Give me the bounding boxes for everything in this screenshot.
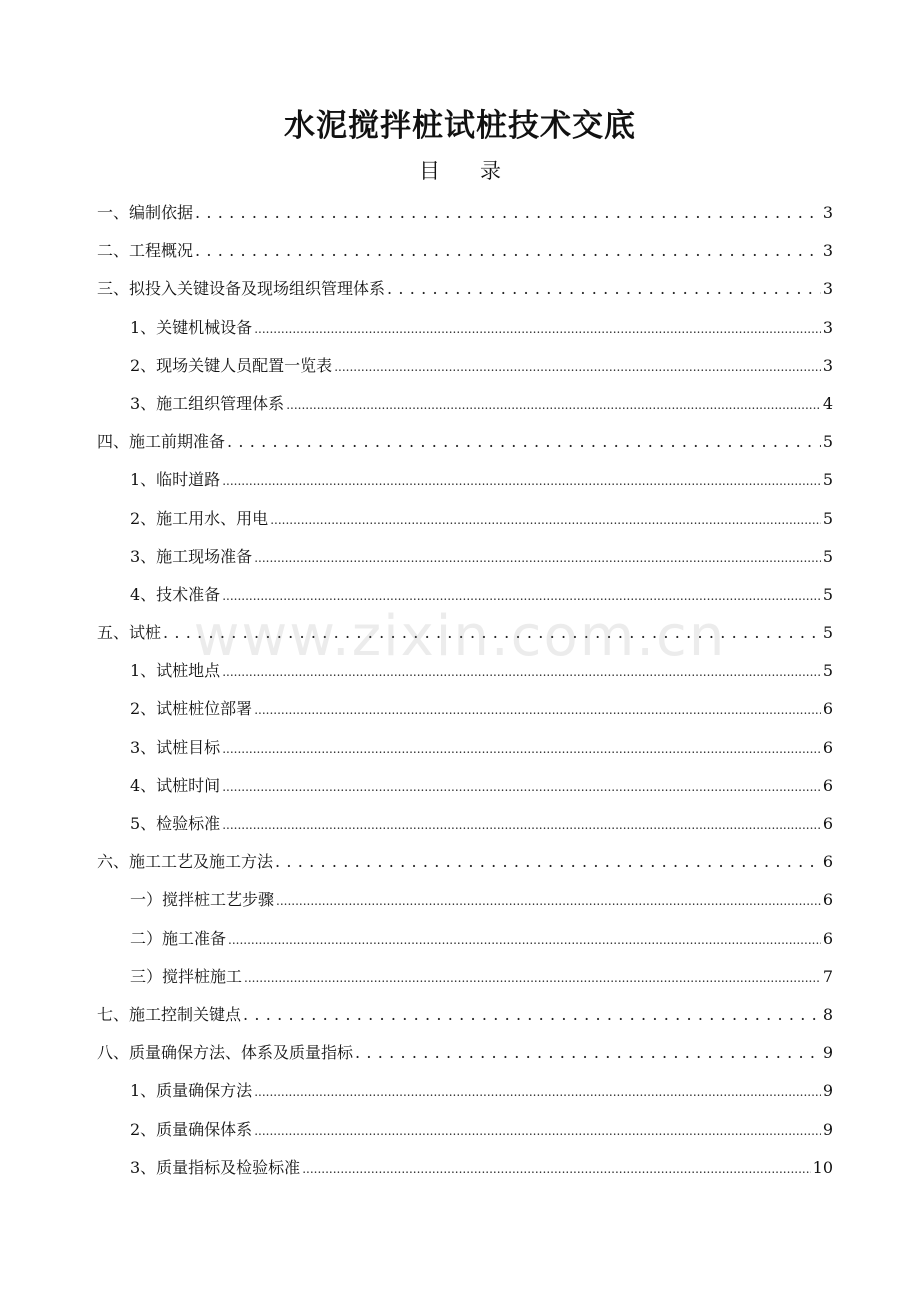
toc-entry-page-number: 3: [822, 203, 833, 222]
toc-entry[interactable]: [97, 538, 833, 576]
toc-leader-dots: [195, 232, 821, 270]
toc-entry[interactable]: [97, 576, 833, 614]
toc-entry-label: 1、质量确保方法: [130, 1081, 253, 1101]
toc-entry-label: 2、现场关键人员配置一览表: [130, 355, 333, 375]
toc-entry-page-number: 3: [822, 317, 833, 337]
toc-entry[interactable]: [97, 690, 833, 728]
toc-entry[interactable]: [97, 1072, 833, 1110]
toc-entry-label: 三、拟投入关键设备及现场组织管理体系: [97, 279, 386, 299]
toc-entry-page-number: 5: [822, 584, 833, 604]
toc-entry-page-number: 3: [822, 355, 833, 375]
toc-leader-dots: [387, 270, 821, 308]
toc-leader-dots: [254, 309, 821, 348]
toc-leader-dots: [275, 843, 821, 881]
toc-entry-label: 3、施工组织管理体系: [130, 393, 285, 413]
toc-entry-label: 1、关键机械设备: [130, 317, 253, 337]
toc-entry-page-number: 5: [822, 470, 833, 490]
toc-leader-dots: [254, 1111, 821, 1150]
toc-entry-label: 三）搅拌桩施工: [130, 966, 243, 986]
toc-entry[interactable]: [97, 500, 833, 538]
toc-entry-page-number: 3: [822, 241, 833, 261]
toc-entry-label: 一、编制依据: [97, 203, 194, 222]
toc-entry-page-number: 5: [822, 508, 833, 528]
toc-leader-dots: [276, 881, 821, 920]
toc-entry[interactable]: [97, 309, 833, 347]
toc-leader-dots: [254, 690, 821, 729]
toc-leader-dots: [228, 920, 821, 959]
toc-entry-label: 5、检验标准: [130, 814, 221, 833]
toc-entry-page-number: 3: [822, 279, 833, 299]
toc-leader-dots: [163, 614, 821, 652]
toc-leader-dots: [222, 461, 821, 500]
toc-leader-dots: [243, 996, 821, 1034]
toc-leader-dots: [222, 652, 821, 691]
toc-entry[interactable]: [97, 614, 833, 652]
toc-leader-dots: [222, 805, 821, 844]
toc-entry-label: 一）搅拌桩工艺步骤: [130, 890, 275, 910]
toc-entry[interactable]: [97, 920, 833, 958]
toc-entry-label: 七、施工控制关键点: [97, 1004, 242, 1024]
toc-entry[interactable]: [97, 270, 833, 308]
toc-leader-dots: [195, 194, 821, 232]
toc-entry-page-number: 5: [822, 432, 833, 452]
table-of-contents: [97, 194, 833, 1187]
toc-leader-dots: [286, 385, 821, 424]
toc-entry-page-number: 6: [822, 928, 833, 948]
toc-entry[interactable]: [97, 729, 833, 767]
toc-entry-label: 1、临时道路: [130, 470, 221, 490]
toc-entry-page-number: 5: [822, 661, 833, 681]
toc-leader-dots: [244, 958, 821, 997]
toc-leader-dots: [222, 767, 821, 806]
toc-entry[interactable]: [97, 1149, 833, 1187]
toc-entry-label: 2、质量确保体系: [130, 1119, 253, 1139]
toc-leader-dots: [222, 576, 821, 615]
toc-entry-label: 五、试桩: [97, 623, 162, 643]
toc-entry-label: 四、施工前期准备: [97, 432, 226, 452]
document-title: 水泥搅拌桩试桩技术交底: [284, 108, 636, 144]
toc-entry-page-number: 6: [822, 890, 833, 910]
toc-entry-label: 2、试桩桩位部署: [130, 699, 253, 719]
toc-entry-page-number: 6: [822, 852, 833, 872]
toc-entry-page-number: 6: [822, 737, 833, 757]
toc-entry[interactable]: [97, 1111, 833, 1149]
toc-entry[interactable]: [97, 423, 833, 461]
toc-entry-label: 4、试桩时间: [130, 775, 221, 795]
toc-entry-page-number: 6: [822, 814, 833, 833]
toc-entry-label: 六、施工工艺及施工方法: [97, 852, 274, 872]
watermark: www.zixin.com.cn: [193, 604, 727, 669]
toc-entry-page-number: 5: [822, 546, 833, 566]
toc-entry-label: 二）施工准备: [130, 928, 227, 948]
toc-entry[interactable]: [97, 767, 833, 805]
toc-entry-page-number: 4: [822, 393, 833, 413]
toc-entry-label: 3、质量指标及检验标准: [130, 1157, 301, 1177]
toc-leader-dots: [222, 729, 821, 768]
toc-entry-page-number: 9: [822, 1119, 833, 1139]
toc-entry-label: 3、试桩目标: [130, 737, 221, 757]
toc-heading: 目录: [419, 159, 541, 183]
toc-entry[interactable]: [97, 805, 833, 843]
toc-entry[interactable]: [97, 1034, 833, 1072]
toc-entry-page-number: 6: [822, 775, 833, 795]
toc-leader-dots: [227, 423, 821, 461]
toc-leader-dots: [334, 347, 821, 386]
toc-entry[interactable]: [97, 347, 833, 385]
toc-entry[interactable]: [97, 232, 833, 270]
toc-entry-page-number: 9: [822, 1081, 833, 1101]
toc-entry-page-number: 6: [822, 699, 833, 719]
toc-entry[interactable]: [97, 996, 833, 1034]
toc-leader-dots: [254, 538, 821, 577]
toc-entry-page-number: 5: [822, 623, 833, 643]
toc-leader-dots: [254, 1072, 821, 1111]
toc-leader-dots: [302, 1149, 810, 1188]
toc-entry-page-number: 7: [822, 966, 833, 986]
toc-entry-label: 3、施工现场准备: [130, 546, 253, 566]
toc-entry[interactable]: [97, 843, 833, 881]
toc-entry[interactable]: [97, 652, 833, 690]
toc-entry-label: 1、试桩地点: [130, 661, 221, 681]
toc-entry-page-number: 10: [812, 1157, 833, 1177]
toc-entry[interactable]: [97, 194, 833, 232]
toc-entry-page-number: 8: [822, 1004, 833, 1024]
toc-leader-dots: [270, 500, 821, 539]
toc-entry-page-number: 9: [822, 1043, 833, 1063]
toc-entry[interactable]: [97, 881, 833, 919]
toc-leader-dots: [355, 1034, 821, 1072]
toc-entry[interactable]: [97, 461, 833, 499]
toc-entry-label: 4、技术准备: [130, 584, 221, 604]
toc-entry-label: 2、施工用水、用电: [130, 508, 269, 528]
toc-entry[interactable]: [97, 958, 833, 996]
toc-entry-label: 八、质量确保方法、体系及质量指标: [97, 1043, 354, 1063]
toc-entry[interactable]: [97, 385, 833, 423]
toc-entry-label: 二、工程概况: [97, 241, 194, 261]
